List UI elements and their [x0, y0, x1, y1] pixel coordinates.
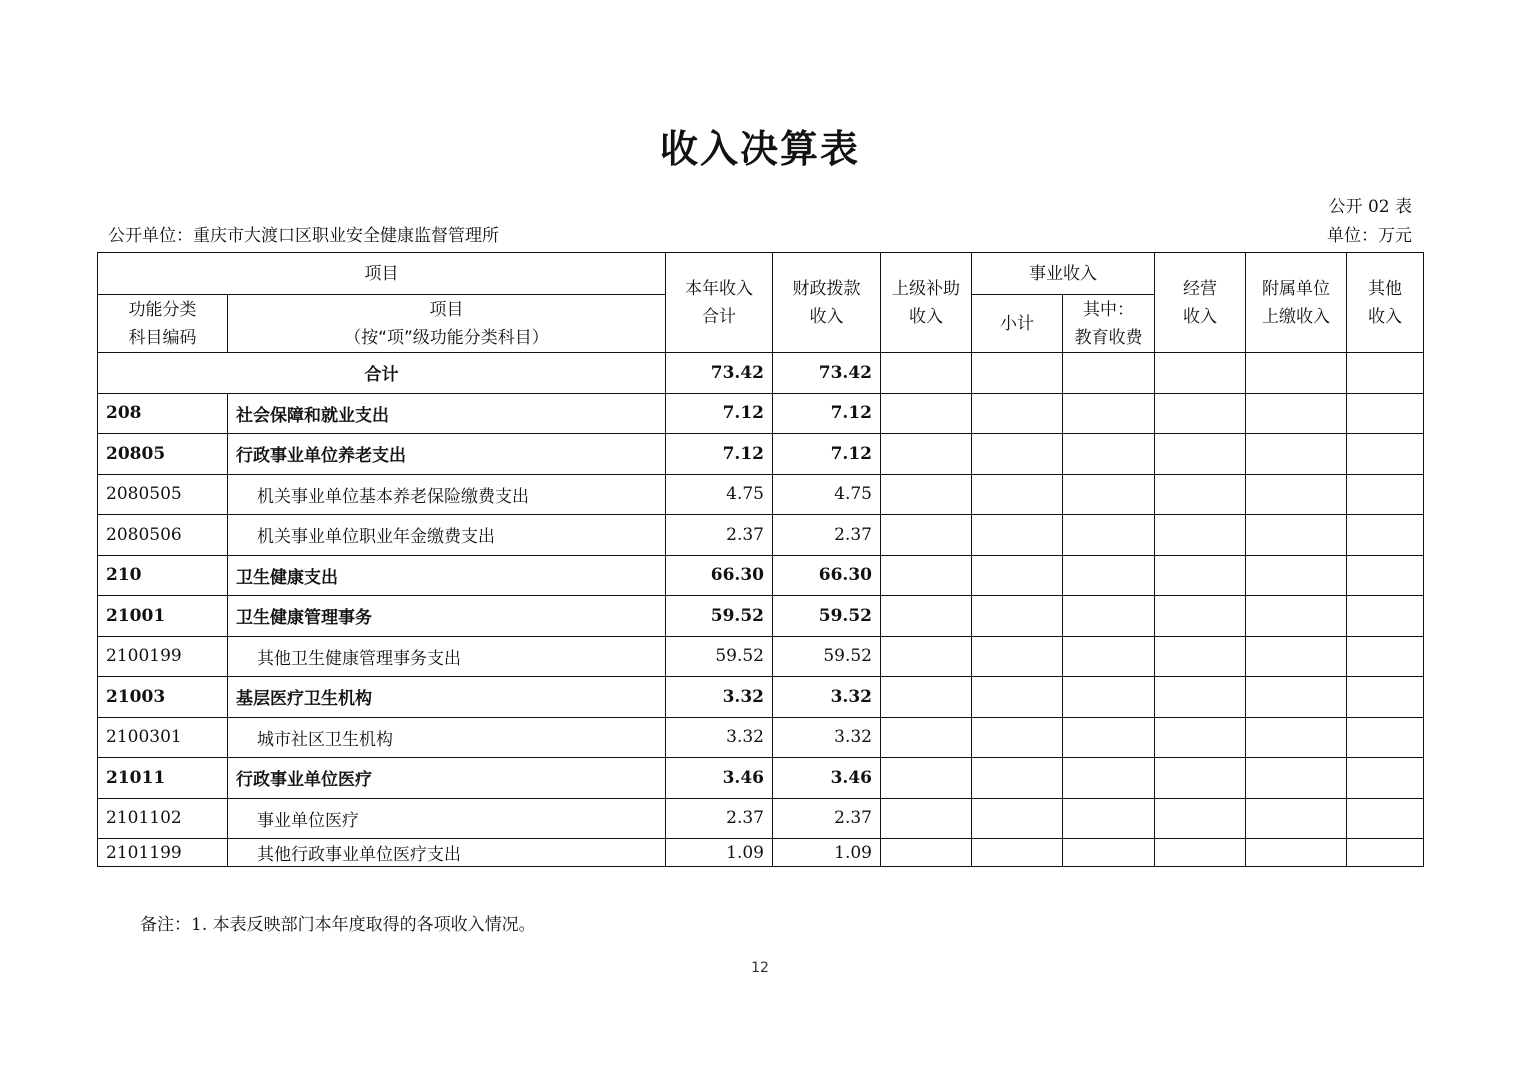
empty-cell — [1063, 596, 1155, 637]
header-item — [228, 295, 666, 353]
row-fiscal: 2.37 — [773, 798, 881, 839]
empty-cell — [1347, 555, 1424, 596]
row-total: 3.32 — [666, 677, 773, 718]
row-code: 2080505 — [98, 474, 228, 515]
empty-cell — [1155, 353, 1246, 394]
reporting-unit: 公开单位：重庆市大渡口区职业安全健康监督管理所 — [108, 226, 499, 246]
row-name: 事业单位医疗 — [228, 798, 666, 839]
empty-cell — [1063, 434, 1155, 475]
empty-cell — [881, 839, 972, 867]
empty-cell — [1155, 717, 1246, 758]
header-business-line1: 经营 — [1183, 278, 1217, 299]
empty-cell — [1155, 474, 1246, 515]
empty-cell — [1063, 636, 1155, 677]
row-name: 城市社区卫生机构 — [228, 717, 666, 758]
empty-cell — [1063, 393, 1155, 434]
row-code: 2101199 — [98, 839, 228, 867]
row-code: 21011 — [98, 758, 228, 799]
row-total: 3.46 — [666, 758, 773, 799]
table-row — [98, 717, 1424, 758]
header-other-line2: 收入 — [1368, 306, 1402, 327]
row-fiscal: 4.75 — [773, 474, 881, 515]
header-superior — [881, 253, 972, 353]
empty-cell — [881, 474, 972, 515]
header-func-code-line1: 功能分类 — [128, 299, 197, 320]
row-total: 7.12 — [666, 393, 773, 434]
header-item-line1: 项目 — [429, 299, 464, 320]
row-fiscal: 1.09 — [773, 839, 881, 867]
empty-cell — [1246, 474, 1347, 515]
empty-cell — [881, 636, 972, 677]
empty-cell — [1246, 636, 1347, 677]
row-total: 2.37 — [666, 515, 773, 556]
table-row — [98, 515, 1424, 556]
empty-cell — [1155, 393, 1246, 434]
empty-cell — [881, 353, 972, 394]
empty-cell — [1063, 353, 1155, 394]
header-total-line2: 合计 — [702, 306, 736, 327]
table-body — [98, 353, 1424, 867]
row-fiscal: 3.32 — [773, 717, 881, 758]
row-total: 66.30 — [666, 555, 773, 596]
header-career: 事业收入 — [972, 253, 1155, 295]
empty-cell — [1063, 839, 1155, 867]
empty-cell — [1347, 677, 1424, 718]
empty-cell — [972, 353, 1063, 394]
empty-cell — [881, 596, 972, 637]
header-func-code-line2: 科目编码 — [128, 327, 197, 348]
row-name: 机关事业单位基本养老保险缴费支出 — [228, 474, 666, 515]
empty-cell — [1063, 555, 1155, 596]
empty-cell — [1347, 434, 1424, 475]
empty-cell — [1155, 555, 1246, 596]
empty-cell — [1155, 758, 1246, 799]
row-name: 卫生健康管理事务 — [228, 596, 666, 637]
empty-cell — [1246, 596, 1347, 637]
empty-cell — [1246, 717, 1347, 758]
empty-cell — [1347, 717, 1424, 758]
empty-cell — [1246, 758, 1347, 799]
empty-cell — [881, 555, 972, 596]
header-superior-line1: 上级补助 — [892, 278, 960, 299]
table-row — [98, 677, 1424, 718]
empty-cell — [881, 758, 972, 799]
empty-cell — [1155, 636, 1246, 677]
empty-cell — [972, 434, 1063, 475]
empty-cell — [1246, 393, 1347, 434]
empty-cell — [881, 677, 972, 718]
row-code: 21003 — [98, 677, 228, 718]
empty-cell — [1347, 474, 1424, 515]
income-table — [97, 252, 1424, 867]
header-business — [1155, 253, 1246, 353]
empty-cell — [1155, 515, 1246, 556]
row-code: 2101102 — [98, 798, 228, 839]
header-superior-line2: 收入 — [909, 306, 943, 327]
header-func-code — [98, 295, 228, 353]
header-affiliated-line1: 附属单位 — [1262, 278, 1330, 299]
empty-cell — [1155, 434, 1246, 475]
empty-cell — [972, 798, 1063, 839]
empty-cell — [972, 555, 1063, 596]
table-row — [98, 555, 1424, 596]
total-row — [98, 353, 1424, 394]
row-code: 21001 — [98, 596, 228, 637]
row-name: 基层医疗卫生机构 — [228, 677, 666, 718]
header-total-line1: 本年收入 — [685, 278, 753, 299]
header-fiscal — [773, 253, 881, 353]
table-row — [98, 758, 1424, 799]
header-row-1 — [98, 253, 1424, 295]
empty-cell — [1063, 515, 1155, 556]
empty-cell — [1155, 798, 1246, 839]
empty-cell — [881, 515, 972, 556]
empty-cell — [881, 393, 972, 434]
empty-cell — [1347, 393, 1424, 434]
row-name: 其他卫生健康管理事务支出 — [228, 636, 666, 677]
header-subtotal: 小计 — [972, 295, 1063, 353]
page-number: 12 — [751, 960, 769, 976]
footnote: 备注：1. 本表反映部门本年度取得的各项收入情况。 — [140, 915, 536, 935]
empty-cell — [1347, 596, 1424, 637]
empty-cell — [1347, 636, 1424, 677]
header-item-line2: （按“项”级功能分类科目） — [344, 327, 549, 348]
header-fiscal-line2: 收入 — [809, 306, 844, 327]
row-fiscal: 3.46 — [773, 758, 881, 799]
header-fiscal-line1: 财政拨款 — [792, 278, 861, 299]
empty-cell — [972, 474, 1063, 515]
table-row — [98, 798, 1424, 839]
header-affiliated-line2: 上缴收入 — [1262, 306, 1330, 327]
empty-cell — [1246, 839, 1347, 867]
header-business-line2: 收入 — [1183, 306, 1217, 327]
row-name: 社会保障和就业支出 — [228, 393, 666, 434]
row-fiscal: 3.32 — [773, 677, 881, 718]
row-total: 3.32 — [666, 717, 773, 758]
row-fiscal: 59.52 — [773, 596, 881, 637]
row-code: 20805 — [98, 434, 228, 475]
empty-cell — [1155, 677, 1246, 718]
total-income: 73.42 — [666, 353, 773, 394]
row-name: 其他行政事业单位医疗支出 — [228, 839, 666, 867]
row-total: 1.09 — [666, 839, 773, 867]
row-code: 2100199 — [98, 636, 228, 677]
row-fiscal: 2.37 — [773, 515, 881, 556]
row-total: 4.75 — [666, 474, 773, 515]
empty-cell — [972, 515, 1063, 556]
empty-cell — [1246, 555, 1347, 596]
table-row — [98, 393, 1424, 434]
header-affiliated — [1246, 253, 1347, 353]
empty-cell — [972, 393, 1063, 434]
empty-cell — [1246, 798, 1347, 839]
currency-unit: 单位：万元 — [1327, 226, 1412, 246]
table-row — [98, 434, 1424, 475]
empty-cell — [1347, 353, 1424, 394]
empty-cell — [1063, 758, 1155, 799]
row-name: 机关事业单位职业年金缴费支出 — [228, 515, 666, 556]
row-total: 2.37 — [666, 798, 773, 839]
empty-cell — [972, 636, 1063, 677]
empty-cell — [881, 717, 972, 758]
table-row — [98, 636, 1424, 677]
header-total — [666, 253, 773, 353]
empty-cell — [1063, 677, 1155, 718]
empty-cell — [1347, 798, 1424, 839]
row-fiscal: 59.52 — [773, 636, 881, 677]
row-name: 卫生健康支出 — [228, 555, 666, 596]
header-project: 项目 — [98, 253, 666, 295]
table-row — [98, 596, 1424, 637]
row-code: 2080506 — [98, 515, 228, 556]
empty-cell — [1063, 474, 1155, 515]
empty-cell — [1347, 839, 1424, 867]
empty-cell — [1246, 515, 1347, 556]
empty-cell — [972, 677, 1063, 718]
row-name: 行政事业单位医疗 — [228, 758, 666, 799]
row-total: 59.52 — [666, 636, 773, 677]
empty-cell — [1155, 596, 1246, 637]
form-number: 公开 02 表 — [1328, 197, 1412, 217]
report-title: 收入决算表 — [659, 127, 860, 171]
header-other — [1347, 253, 1424, 353]
empty-cell — [1246, 353, 1347, 394]
row-total: 59.52 — [666, 596, 773, 637]
empty-cell — [972, 839, 1063, 867]
row-fiscal: 7.12 — [773, 393, 881, 434]
header-other-line1: 其他 — [1368, 278, 1402, 299]
row-name: 行政事业单位养老支出 — [228, 434, 666, 475]
empty-cell — [1246, 677, 1347, 718]
header-edu-line1: 其中： — [1083, 299, 1134, 320]
total-label: 合计 — [98, 353, 666, 394]
row-fiscal: 66.30 — [773, 555, 881, 596]
row-code: 2100301 — [98, 717, 228, 758]
empty-cell — [972, 596, 1063, 637]
row-code: 208 — [98, 393, 228, 434]
header-edu-line2: 教育收费 — [1074, 327, 1143, 348]
table-row — [98, 474, 1424, 515]
row-fiscal: 7.12 — [773, 434, 881, 475]
empty-cell — [1347, 758, 1424, 799]
empty-cell — [881, 798, 972, 839]
empty-cell — [1063, 717, 1155, 758]
empty-cell — [1347, 515, 1424, 556]
empty-cell — [1063, 798, 1155, 839]
empty-cell — [1246, 434, 1347, 475]
total-fiscal: 73.42 — [773, 353, 881, 394]
empty-cell — [972, 717, 1063, 758]
row-total: 7.12 — [666, 434, 773, 475]
empty-cell — [1155, 839, 1246, 867]
table-row — [98, 839, 1424, 867]
empty-cell — [972, 758, 1063, 799]
empty-cell — [881, 434, 972, 475]
header-edu-fee — [1063, 295, 1155, 353]
row-code: 210 — [98, 555, 228, 596]
